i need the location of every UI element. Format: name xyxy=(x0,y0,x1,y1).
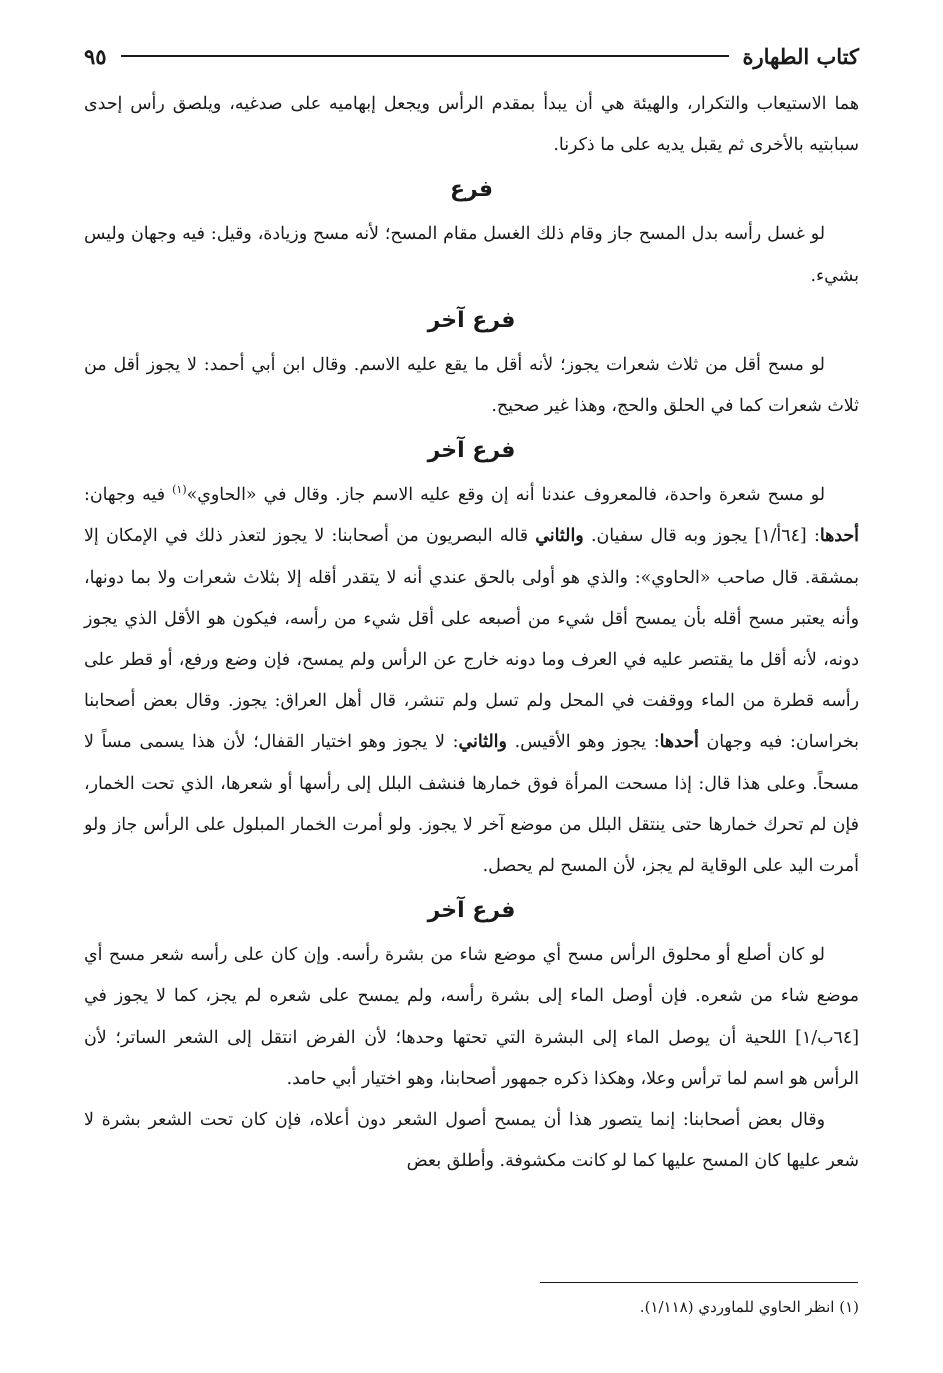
section-heading: فرع آخر xyxy=(427,898,516,924)
footnote-marker: (١) xyxy=(172,483,187,497)
section-heading: فرع آخر xyxy=(427,438,516,464)
page-header xyxy=(84,38,859,74)
header-rule xyxy=(121,55,729,57)
main-text xyxy=(84,84,859,1182)
text-run: لو مسح شعرة واحدة، فالمعروف عندنا أنه إن وقع عليه الاسم جاز. وقال في «الحاوي» xyxy=(186,485,825,506)
footnote: (١) انظر الحاوي للماوردي (١/١١٨). xyxy=(639,1298,859,1316)
section-heading: فرع آخر xyxy=(427,307,516,333)
text-run: فيه وجهان: xyxy=(84,485,173,506)
paragraph xyxy=(84,475,859,887)
section-heading: فرع xyxy=(449,177,494,203)
keyword-second: والثاني xyxy=(458,732,507,753)
text-run: : لا يجوز وهو اختيار القفال؛ لأن هذا يسمى مساً لا مسحاً. وعلى هذا قال: إذا مسحت المرأة فوق خمارها فنشف البلل إلى رأسها أو شعرها، الذي تحت الخمار، فإن لم تحرك خمارها حتى ينتقل البلل من موضع آخر لا يجوز. ولو أمرت الخمار المبلول على الرأس جاز ولو أمرت اليد على الوقاية لم يجز، لأن المسح لم يحصل. xyxy=(84,732,859,877)
keyword-first: أحدها xyxy=(659,732,699,753)
paragraph: لو كان أصلع أو محلوق الرأس مسح أي موضع شاء من بشرة رأسه. وإن كان على رأسه شعر مسح أي موضع شاء من شعره. فإن أوصل الماء إلى بشرة رأسه، ولم يمسح على شعره لم يجز، كما لا يجوز في [٦٤ب/١] اللحية أن يوصل الماء إلى البشرة التي تحتها وحدها؛ لأن الفرض انتقل إلى الشعر الساتر؛ لأن الرأس هو اسم لما ترأس وعلا، وهكذا ذكره جمهور أصحابنا، وهو اختيار أبي حامد. xyxy=(84,945,859,1089)
text-run: : يجوز وهو الأقيس. xyxy=(506,732,660,753)
paragraph: لو غسل رأسه بدل المسح جاز وقام ذلك الغسل مقام المسح؛ لأنه مسح وزيادة، وقيل: فيه وجهان وليس بشيء. xyxy=(84,224,859,286)
book-title: كتاب الطهارة xyxy=(742,43,859,69)
keyword-second: والثاني xyxy=(535,526,584,547)
page-number: ٩٥ xyxy=(84,43,107,69)
paragraph: وقال بعض أصحابنا: إنما يتصور هذا أن يمسح أصول الشعر دون أعلاه، فإن كان تحت الشعر بشرة لا شعر عليها كان المسح عليها كما لو كانت مكشوفة. وأطلق بعض xyxy=(84,1110,859,1172)
text-run: قاله البصريون من أصحابنا: لا يجوز لتعذر ذلك في الإمكان إلا بمشقة. قال صاحب «الحاوي»: والذي هو أولى بالحق عندي أنه لا يتقدر أقله إلا بثلاث شعرات ولا بما دونها، وأنه يعتبر مسح أقله بأن يمسح أقل شيء من أصبعه على أقل شيء من رأسه، فيكون هو الأقل الذي يجوز دونه، لأنه أقل ما يقتصر عليه في العرف وما دونه خارج عن الرأس ولم يمسح، فإن وضع ورفع، أو قطر على رأسه قطرة من الماء ووقفت في المحل ولم تسل ولم تنشر، قال أهل العراق: يجوز. وقال بعض أصحابنا بخراسان: فيه وجهان xyxy=(84,526,859,753)
paragraph-continued: هما الاستيعاب والتكرار، والهيئة هي أن يبدأ بمقدم الرأس ويجعل إبهاميه على صدغيه، ويلصق رأس إحدى سبابتيه بالأخرى ثم يقبل يديه على ما ذكرنا. xyxy=(84,94,859,156)
paragraph: لو مسح أقل من ثلاث شعرات يجوز؛ لأنه أقل ما يقع عليه الاسم. وقال ابن أبي أحمد: لا يجوز أقل من ثلاث شعرات كما في الحلق والحج، وهذا غير صحيح. xyxy=(84,354,859,417)
text-run: : [٦٤أ/١] يجوز وبه قال سفيان. xyxy=(583,526,820,547)
footnote-divider xyxy=(540,1282,858,1283)
keyword-first: أحدها xyxy=(819,526,859,547)
